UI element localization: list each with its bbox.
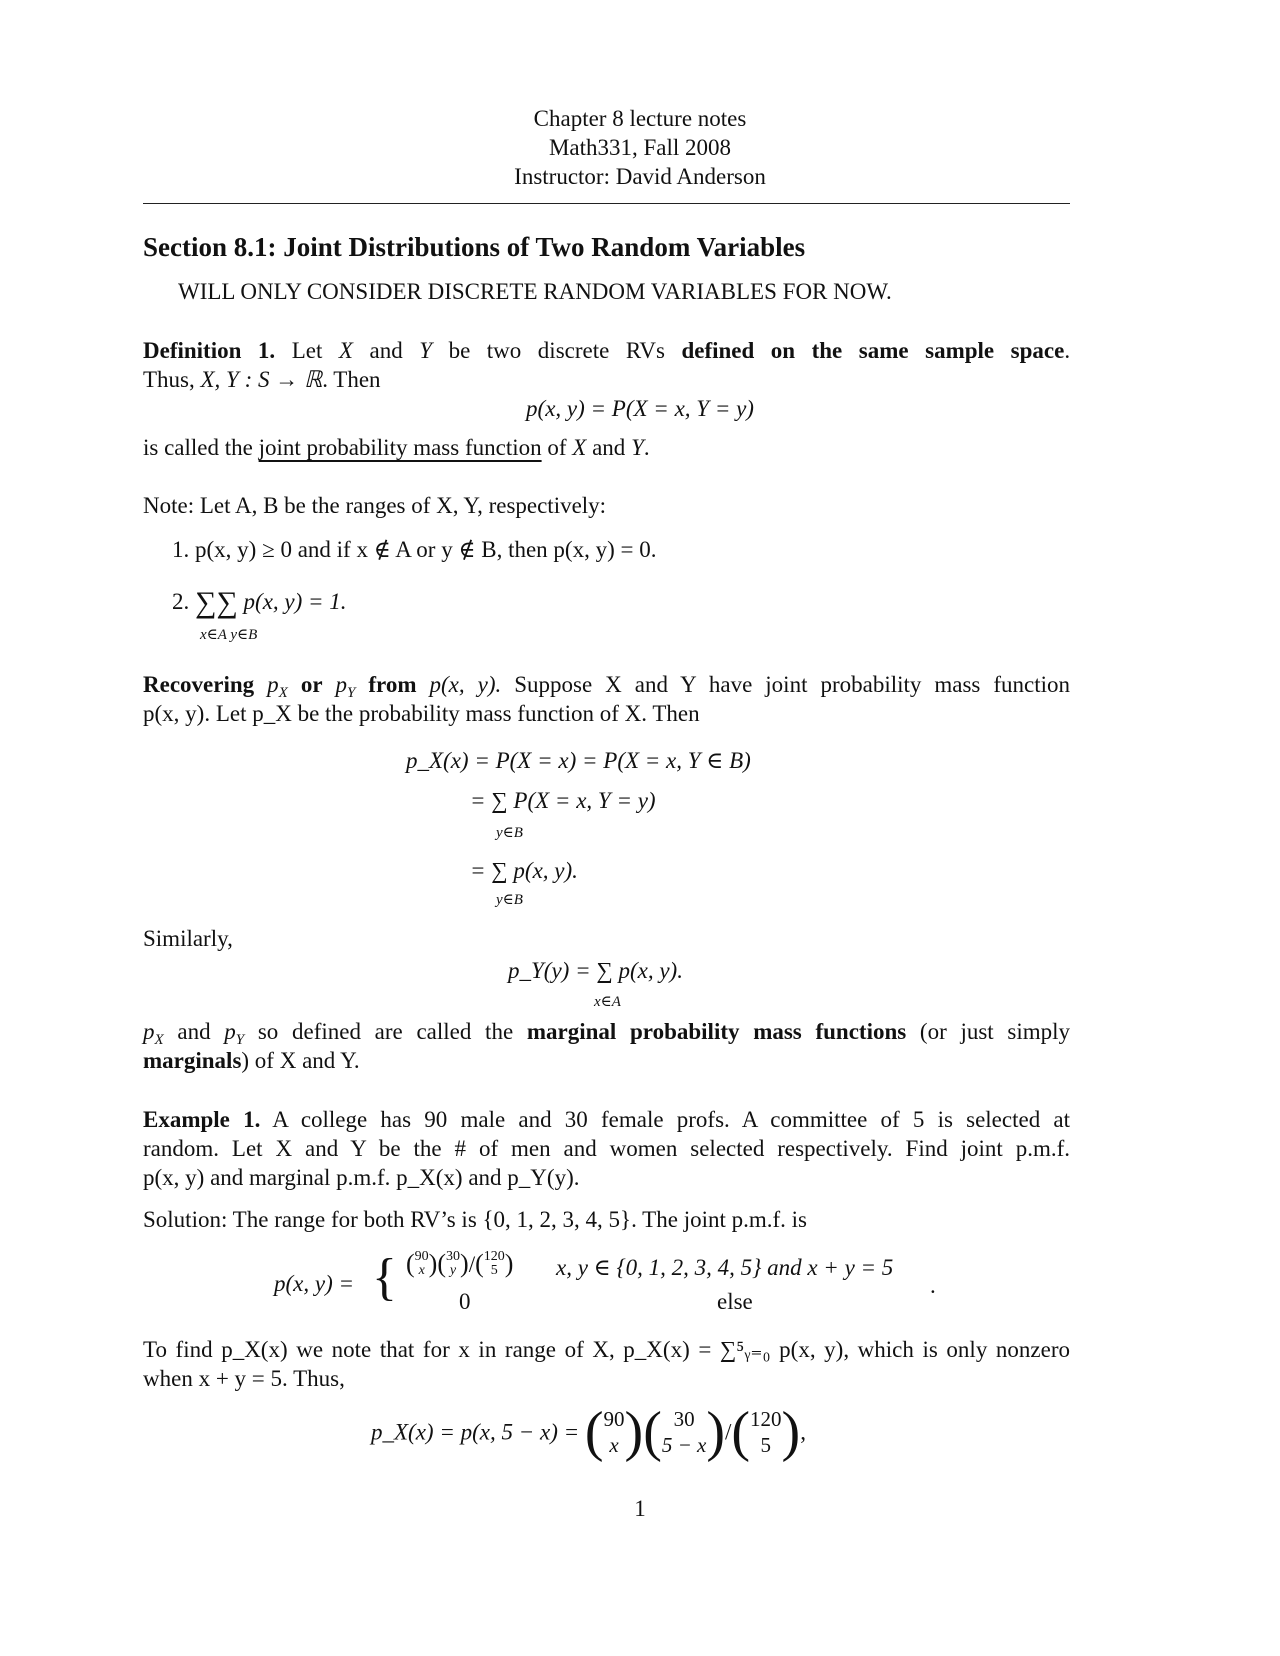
find-line-1: To find p_X(x) we note that for x in range of X, p_X(x) = ∑⁵ᵧ₌₀ p(x, y), which is only nonzero xyxy=(143,1337,1070,1362)
px-equation-2-subscript: y∈B xyxy=(496,825,523,841)
case-1-condition: x, y ∈ {0, 1, 2, 3, 4, 5} and x + y = 5 xyxy=(556,1255,894,1280)
similarly-text: Similarly, xyxy=(143,926,233,951)
px-equation-3-subscript: y∈B xyxy=(496,892,523,908)
definition-display: p(x, y) = P(X = x, Y = y) xyxy=(526,396,754,421)
example-line-1: Example 1. A college has 90 male and 30 female profs. A committee of 5 is selected at xyxy=(143,1107,1070,1132)
marginals-line-2: marginals) of X and Y. xyxy=(143,1048,360,1073)
px-equation-1: p_X(x) = P(X = x) = P(X = x, Y ∈ B) xyxy=(406,748,751,773)
header-line-3: Instructor: David Anderson xyxy=(514,164,766,189)
recovering-line-1: Recovering $p_X$ or $p_Y$ from p(x, y). Suppose X and Y have joint probability mass function xyxy=(143,672,1071,701)
recovering-line-2: p(x, y). Let p_X be the probability mass function of X. Then xyxy=(143,701,700,726)
note-item-2-subscript: x∈A y∈B xyxy=(200,627,258,643)
find-line-2: when x + y = 5. Thus, xyxy=(143,1366,345,1391)
definition-line-4: is called the joint probability mass function of X and Y. xyxy=(143,435,650,460)
example-line-3: p(x, y) and marginal p.m.f. p_X(x) and p_Y(y). xyxy=(143,1165,580,1190)
section-caps-note: WILL ONLY CONSIDER DISCRETE RANDOM VARIABLES FOR NOW. xyxy=(178,279,892,304)
definition-line-1: Definition 1. Let X and Y be two discrete RVs defined on the same sample space. xyxy=(143,338,1071,363)
definition-line-2: Thus, X, Y : S → ℝ. Then xyxy=(143,367,381,392)
cases-lhs: p(x, y) = xyxy=(274,1271,355,1296)
note-item-2: 2. ∑∑ p(x, y) = 1. xyxy=(172,586,347,619)
note-item-1: 1. p(x, y) ≥ 0 and if x ∉ A or y ∉ B, then p(x, y) = 0. xyxy=(172,537,657,562)
case-2-condition: else xyxy=(717,1289,753,1314)
solution-line: Solution: The range for both RV’s is {0, 1, 2, 3, 4, 5}. The joint p.m.f. is xyxy=(143,1207,808,1232)
final-equation: p_X(x) = p(x, 5 − x) = (90 x )( 30 5 − x)/(120 5 ), xyxy=(371,1401,806,1463)
example-line-2: random. Let X and Y be the # of men and women selected respectively. Find joint p.m.f. xyxy=(143,1136,1070,1161)
header-line-2: Math331, Fall 2008 xyxy=(548,135,732,160)
header-rule xyxy=(143,203,1070,204)
joint-pmf-term: joint probability mass function xyxy=(258,435,542,460)
page-number: 1 xyxy=(634,1496,646,1521)
cases-period: . xyxy=(930,1273,936,1298)
px-equation-3: = ∑ p(x, y). xyxy=(470,858,578,883)
cases-brace: { xyxy=(372,1249,397,1306)
note-intro: Note: Let A, B be the ranges of X, Y, respectively: xyxy=(143,493,607,518)
section-title: Section 8.1: Joint Distributions of Two Random Variables xyxy=(143,232,806,262)
marginals-line-1: $p_X$ and $p_Y$ so defined are called the marginal probability mass functions (or just simply xyxy=(143,1019,1070,1048)
case-2-value: 0 xyxy=(459,1289,471,1314)
py-equation-subscript: x∈A xyxy=(594,994,621,1010)
header-line-1: Chapter 8 lecture notes xyxy=(533,106,747,131)
px-equation-2: = ∑ P(X = x, Y = y) xyxy=(470,788,656,813)
py-equation: p_Y(y) = ∑ p(x, y). xyxy=(508,958,683,983)
case-1-value: ( 90 x ) ( 30 y ) / ( 120 5 ) xyxy=(406,1249,514,1278)
